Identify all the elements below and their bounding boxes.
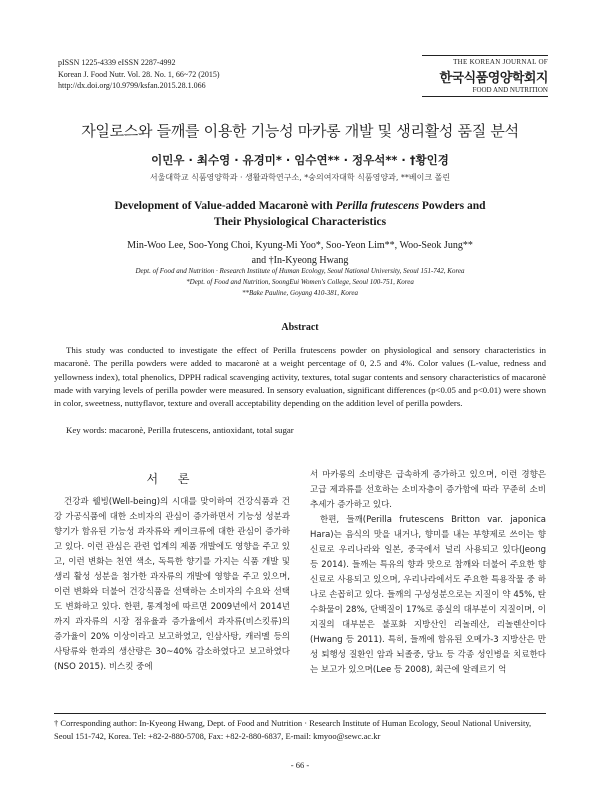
title-en-part1: Development of Value-added Macaronè with (114, 200, 336, 212)
body-column-right (310, 468, 546, 678)
issn-line: pISSN 1225-4339 eISSN 2287-4992 (58, 58, 176, 67)
title-korean: 자일로스와 들깨를 이용한 기능성 마카롱 개발 및 생리활성 품질 분석 (81, 122, 519, 140)
title-en-part1b: Powders and (419, 200, 486, 212)
page-number: - 66 - (290, 760, 310, 770)
citation-line: Korean J. Food Nutr. Vol. 28. No. 1, 66~72 (2015) (58, 69, 220, 79)
affiliation-korean: 서울대학교 식품영양학과 · 생활과학연구소, *숭의여자대학 식품영양과, **베이크 폴린 (149, 173, 451, 182)
abstract-heading: Abstract (281, 322, 319, 333)
title-english (60, 198, 540, 230)
body-column-left: 건강과 웰빙(Well-being)의 시대를 맞이하여 건강식품과 건강 가공식품에 대한 소비자의 관심이 증가하면서 기능성 성분과 향기가 함유된 기능성 과자류와 케이크류에 대한 관심이 증가하고 있다. 이런 관심은 관련 업계의 제품 개발에도 영향을 주고 있고, 이런 변화는 천연 색소, 독특한 향기를 가지는 식품 개발 및 생리 활성 성분을 첨가한 과자류의 개발에 영향을 주고 있으며, 이런 변화와 더불어 건강식품을 선택하는 소비자의 수요와 선택도 변화하고 있다. 한편, 통계청에 따르면 2009년에서 2014년까지 과자류의 시장 점유율과 증가율에서 과자류(비스킷류)의 증가율이 20% 이상이라고 보고하였고, 인삼사탕, 캐러멜 등의 사탕류와 한과의 생산량은 30~40% 감소하였다고 보고하였다(NSO 2015). 비스킷 중에 (54, 497, 290, 672)
authors-en-line1: Min-Woo Lee, Soo-Yong Choi, Kyung-Mi Yoo*, Soo-Yeon Lim**, Woo-Seok Jung** (127, 240, 473, 251)
journal-logo (422, 55, 548, 97)
title-en-species: Perilla frutescens (335, 200, 420, 212)
keywords: Key words: macaronè, Perilla frutescens, antioxidant, total sugar (66, 425, 294, 435)
affiliation-en-2: *Dept. of Food and Nutrition, SoongEui Women's College, Seoul 100-751, Korea (186, 278, 414, 286)
authors-english (60, 238, 540, 268)
journal-name-en-bottom: FOOD AND NUTRITION (422, 86, 548, 97)
publication-meta (58, 57, 220, 92)
affiliation-en-1: Dept. of Food and Nutrition · Research Institute of Human Ecology, Seoul National University, Seoul 151-742, Korea (135, 267, 465, 275)
affiliation-en-3: **Bake Pauline, Goyang 410-381, Korea (242, 289, 358, 297)
authors-en-line2: and †In-Kyeong Hwang (251, 255, 349, 266)
journal-name-en-top: THE KOREAN JOURNAL OF (422, 55, 548, 66)
corresponding-author-footnote: † Corresponding author: In-Kyeong Hwang, Dept. of Food and Nutrition · Research Institute of Human Ecology, Seoul National University, Seoul 151-742, Korea. Tel: +82-2-880-5708, Fax: +82-2-880-6837, E-mail: kmyoo@sewc.ac.kr (54, 718, 532, 741)
authors-korean: 이민우 · 최수영 · 유경미* · 임수연** · 정우석** · †황인경 (151, 153, 449, 167)
footnote-divider (54, 713, 546, 714)
journal-name-ko: 한국식품영양학회지 (439, 71, 548, 86)
body-paragraph-1: 서 마카롱의 소비량은 급속하게 증가하고 있으며, 이런 경향은 고급 제과류를 선호하는 소비자층이 증가함에 따라 꾸준히 소비 추세가 증가하고 있다. (310, 470, 546, 510)
body-paragraph-2: 한편, 들깨(Perilla frutescens Britton var. japonica Hara)는 음식의 맛을 내거나, 향미를 내는 부향제로 쓰이는 향신료로 우리나라와 일본, 중국에서 널리 사용되고 있다(Jeong 등 2014). 들깨는 특유의 향과 맛으로 참깨와 더불어 주요한 향신료로 사용되고 있으며, 우리나라에서도 주요한 특용작물 중 하나로 손꼽히고 있다. 들깨의 구성성분으로는 지질이 약 45%, 탄수화물이 28%, 단백질이 17%로 종실의 대부분이 지질이며, 이 지질의 대부분은 불포화 지방산인 리놀레산, 리놀렌산이다(Hwang 등 2011). 특히, 들깨에 함유된 오메가-3 지방산은 만성 퇴행성 질환인 암과 뇌졸중, 당뇨 등 각종 성인병을 치료한다는 보고가 있으며(Lee 등 2008), 최근에 알레르기 억 (310, 515, 546, 675)
doi-link[interactable]: http://dx.doi.org/10.9799/ksfan.2015.28.1.066 (58, 81, 206, 90)
affiliations-english (60, 266, 540, 299)
abstract-text: This study was conducted to investigate the effect of Perilla frutescens powder on physiological and sensory characteristics in macaronè. The perilla powders were added to macaronè at a weight percentage of 0, 2.5 and 4%. Color values (L-value, redness and yellowness index), total phenolics, DPPH radical scavenging activity, textures, total sugar contents and sensory characteristics of macaronè made with varying levels of perilla powder were measured. In sensory evaluation, significant differences (p<0.05 and p<0.01) were shown in color, sweetness, nuttyflavor, texture and overall acceptability depending on the addition level of perilla powders. (54, 345, 546, 409)
section-heading-introduction: 서 론 (146, 472, 198, 486)
title-en-part2: Their Physiological Characteristics (213, 216, 387, 228)
